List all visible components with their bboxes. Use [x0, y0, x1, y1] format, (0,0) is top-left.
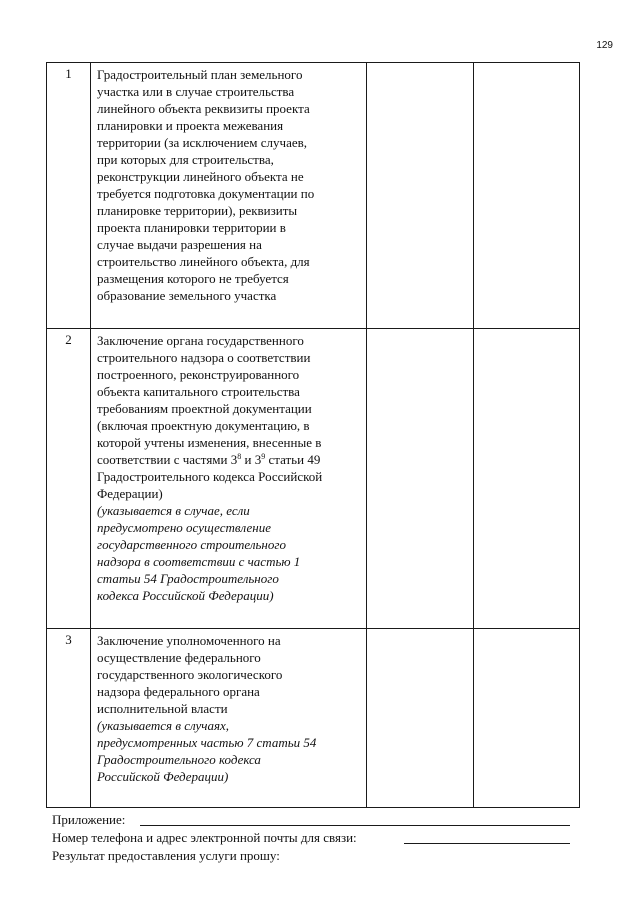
description-line: участка или в случае строительства	[97, 84, 295, 99]
row-number: 2	[47, 329, 91, 629]
table-row	[47, 329, 580, 629]
description-line: территории (за исключением случаев,	[97, 135, 308, 150]
page-number: 129	[596, 40, 613, 51]
description-line: размещения которого не требуется	[97, 271, 289, 286]
description-line: (включая проектную документацию, в	[97, 418, 310, 433]
row-description	[91, 63, 367, 329]
text-fragment: статьи 49	[265, 452, 321, 467]
note-line: статьи 54 Градостроительного	[97, 571, 279, 586]
description-line: Градостроительный план земельного	[97, 67, 303, 82]
description-line	[97, 451, 363, 468]
attachment-row	[52, 811, 357, 829]
note-line: (указывается в случае, если	[97, 503, 250, 518]
note-line: кодекса Российской Федерации)	[97, 588, 274, 603]
description-line: требованиям проектной документации	[97, 401, 312, 416]
description-line: линейного объекта реквизиты проекта	[97, 101, 310, 116]
row-description	[91, 329, 367, 629]
description-line: образование земельного участка	[97, 288, 277, 303]
date-cell[interactable]	[474, 329, 580, 629]
date-cell[interactable]	[474, 629, 580, 808]
description-line: построенного, реконструированного	[97, 367, 300, 382]
description-line: случае выдачи разрешения на	[97, 237, 262, 252]
table-row	[47, 629, 580, 808]
attachment-field[interactable]	[140, 811, 570, 826]
row-number: 1	[47, 63, 91, 329]
form-footer	[52, 811, 357, 865]
text-fragment: и 3	[241, 452, 262, 467]
description-line: надзора федерального органа	[97, 684, 260, 699]
result-row	[52, 847, 357, 865]
note-line: предусмотренных частью 7 статьи 54	[97, 735, 317, 750]
description-line: осуществление федерального	[97, 650, 261, 665]
details-cell[interactable]	[367, 629, 474, 808]
description-line: требуется подготовка документации по	[97, 186, 315, 201]
note-line: Российской Федерации)	[97, 769, 229, 784]
description-line: строительного надзора о соответствии	[97, 350, 311, 365]
description-line: проекта планировки территории в	[97, 220, 286, 235]
contact-row	[52, 829, 357, 847]
row-number: 3	[47, 629, 91, 808]
text-fragment: соответствии с частями 3	[97, 452, 238, 467]
row-description	[91, 629, 367, 808]
note-line: (указывается в случаях,	[97, 718, 230, 733]
superscript: 9	[261, 452, 266, 461]
contact-field[interactable]	[404, 829, 570, 844]
note-line: надзора в соответствии с частью 1	[97, 554, 301, 569]
description-line: которой учтены изменения, внесенные в	[97, 435, 322, 450]
note-line: государственного строительного	[97, 537, 286, 552]
date-cell[interactable]	[474, 63, 580, 329]
note-line: предусмотрено осуществление	[97, 520, 272, 535]
note-line: Градостроительного кодекса	[97, 752, 261, 767]
attachment-label: Приложение:	[52, 812, 126, 827]
description-line: реконструкции линейного объекта не	[97, 169, 304, 184]
description-line: Федерации)	[97, 486, 163, 501]
result-label: Результат предоставления услуги прошу:	[52, 848, 280, 863]
description-line: Заключение органа государственного	[97, 333, 304, 348]
description-line: строительство линейного объекта, для	[97, 254, 310, 269]
description-line: планировки и проекта межевания	[97, 118, 284, 133]
contact-label: Номер телефона и адрес электронной почты для связи:	[52, 830, 357, 845]
superscript: 8	[237, 452, 242, 461]
documents-table	[46, 62, 580, 808]
table-row	[47, 63, 580, 329]
details-cell[interactable]	[367, 329, 474, 629]
description-line: планировке территории), реквизиты	[97, 203, 298, 218]
details-cell[interactable]	[367, 63, 474, 329]
description-line: при которых для строительства,	[97, 152, 274, 167]
description-line: исполнительной власти	[97, 701, 228, 716]
description-line: Заключение уполномоченного на	[97, 633, 281, 648]
description-line: объекта капитального строительства	[97, 384, 300, 399]
description-line: государственного экологического	[97, 667, 283, 682]
description-line: Градостроительного кодекса Российской	[97, 469, 323, 484]
